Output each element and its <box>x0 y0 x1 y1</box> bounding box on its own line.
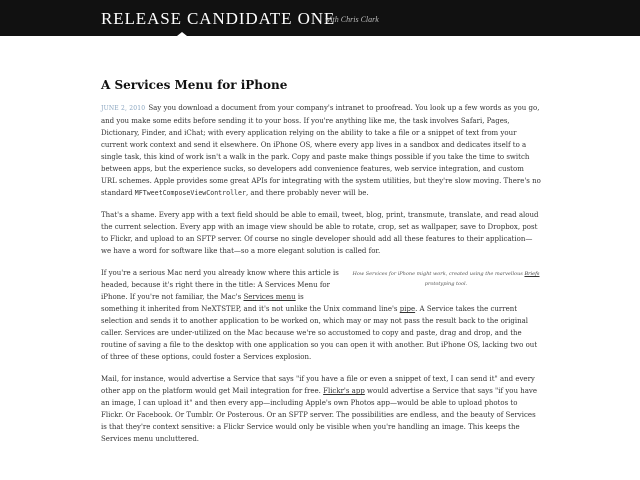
paragraph-1-code: MFTweetComposeViewController <box>134 189 246 197</box>
services-menu-link[interactable]: Services menu <box>243 293 296 301</box>
paragraph-4-text-b: would advertise a Service that says "if you have an image, I can upload it" and then every app—including Apple's own Photos app—would be able to upload photos to Flickr. Or Facebook. Or Tumblr. Or Posterous. Or an SFTP server. The possibilities are endless, and the beauty of Services is that they're context sensitive: a Flickr Service would only be visible when you're handling an image. This keeps the Services menu uncluttered. <box>101 387 538 443</box>
flickr-app-link[interactable]: Flickr's app <box>323 387 365 395</box>
paragraph-1-text-end: , and there probably never will be. <box>245 189 369 197</box>
paragraph-3-text-b: is something it inherited from NeXTSTEP, and it's not unlike the Unix command line's <box>101 293 400 313</box>
site-tagline: with Chris Clark <box>325 15 379 24</box>
figure-caption-text-end: prototyping tool. <box>424 281 468 287</box>
paragraph-3-text-c: . A Service takes the current selection and sends it to another application to be worked on, which may or may not pass the result back to the original caller. Services are under-utilized on the Mac because we're so accustomed to copy and paste, drag and drop, and the routine of saving a file to the desktop with one application so you can open it with another. But iPhone OS, lacking two out of three of these options, could foster a Services explosion. <box>101 305 538 361</box>
post-paragraph-1 <box>101 102 541 199</box>
figure-caption <box>351 267 541 289</box>
masthead <box>0 0 640 36</box>
paragraph-4-text-a: Mail, for instance, would advertise a Service that says "if you have a file or even a snippet of text, I can send it" and every other app on the platform would get Mail integration for free. <box>101 375 535 395</box>
post-paragraph-2: That's a shame. Every app with a text field should be able to email, tweet, blog, print, transmute, translate, and read aloud the current selection. Every app with an image view should be able to rotate, crop, set as wallpaper, save to Dropbox, post to Flickr, and upload to an SFTP server. Of course no single developer should add all these features to their application—we have a word for software like that—so a more elegant solution is called for. <box>101 211 539 255</box>
briefs-link[interactable]: Briefs <box>524 271 540 277</box>
pipe-link[interactable]: pipe <box>399 305 416 313</box>
post-date: JUNE 2, 2010 <box>101 105 146 112</box>
figure-caption-text: How Services for iPhone might work, created using the marvellous <box>352 271 525 277</box>
post-paragraph-3-block <box>101 267 541 363</box>
post-paragraph-4 <box>101 373 541 445</box>
post-content <box>101 78 541 455</box>
paragraph-1-text: Say you download a document from your company's intranet to proofread. You look up a few words as you go, and you make some edits before sending it to your boss. If you're anything like me, the task involves Safari, Pages, Dictionary, Finder, and iChat; with every application relying on the ability to take a file or a snippet of text from your current work context and send it elsewhere. On iPhone OS, where every app lives in a sandbox and dedicates itself to a single task, this kind of work isn't a walk in the park. Copy and paste make things possible if you take the time to switch between apps, but the experience sucks, so developers add convenience features, web service integration, and custom URL schemes. Apple provides some great APIs for integrating with the system utilities, but they're slow moving. There's no standard <box>101 104 541 197</box>
masthead-pointer-notch <box>177 32 187 36</box>
site-title[interactable]: RELEASE CANDIDATE ONE <box>101 9 336 28</box>
paragraph-3-text-a: If you're a serious Mac nerd you already know where this article is headed, because it's right there in the title: A Services Menu for iPhone. If you're not familiar, the Mac's <box>101 269 339 301</box>
post-title[interactable]: A Services Menu for iPhone <box>101 78 288 92</box>
